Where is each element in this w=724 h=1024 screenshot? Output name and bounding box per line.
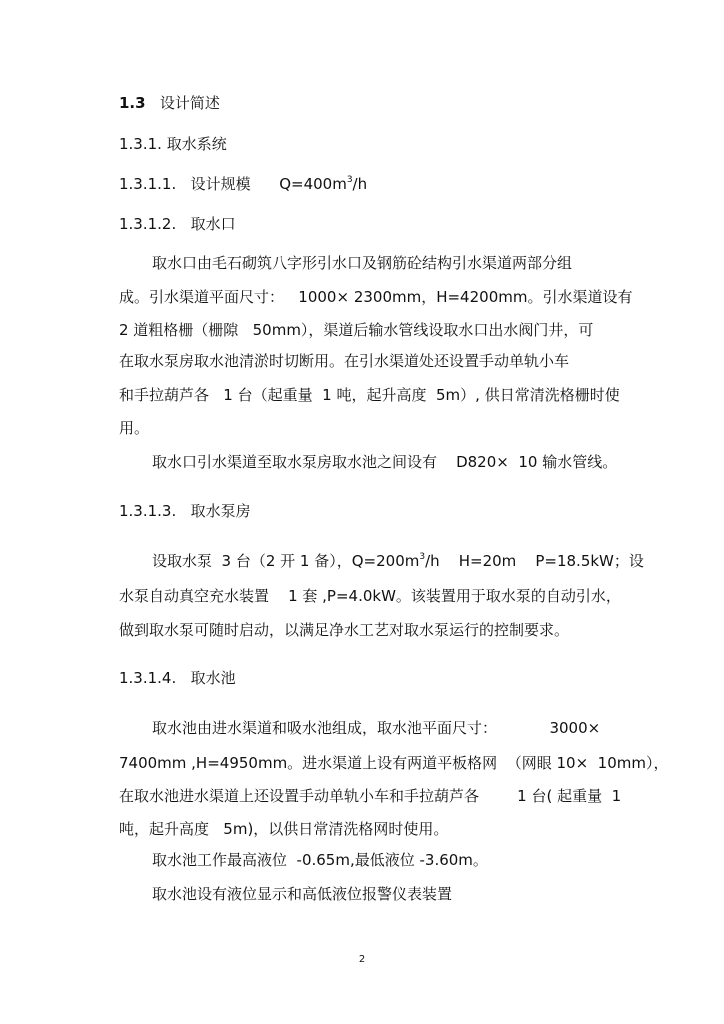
- paragraph-line: 在取水泵房取水池清淤时切断用。在引水渠道处还设置手动单轨小车: [119, 352, 570, 370]
- subsection-number: 1.3.1.4.: [119, 669, 177, 687]
- paragraph-line: 水泵自动真空充水装置 1 套 ,P=4.0kW。该装置用于取水泵的自动引水，: [119, 587, 621, 605]
- paragraph-line: 吨，起升高度 5m)，以供日常清洗格网时使用。: [119, 820, 449, 838]
- subsection-number: 1.3.1.2.: [119, 215, 177, 233]
- design-flow-value: $Q=400m^3/h$: [279, 175, 368, 193]
- paragraph-line: 设取水泵 3 台（2 开 1 备），$Q=200m^3/h$ H=20m P=18.5kW；设: [152, 552, 644, 570]
- section-heading: [119, 93, 220, 113]
- page-number: 2: [358, 954, 366, 965]
- paragraph-line: 成。引水渠道平面尺寸： 1000× 2300mm，H=4200mm。引水渠道设有: [119, 288, 633, 306]
- subsection-title: 设计规模: [190, 175, 251, 193]
- subsection-title: 取水系统: [166, 135, 227, 153]
- paragraph-line: 取水池由进水渠道和吸水池组成，取水池平面尺寸： 3000×: [152, 719, 601, 737]
- paragraph-line: 在取水池进水渠道上还设置手动单轨小车和手拉葫芦各 1 台( 起重量 1: [119, 787, 622, 805]
- subsection-heading-1-3-1-3: [119, 501, 251, 521]
- paragraph-line: 做到取水泵可随时启动，以满足净水工艺对取水泵运行的控制要求。: [119, 621, 570, 639]
- paragraph-line: 用。: [119, 419, 150, 437]
- paragraph-line: 2 道粗格栅（栅隙 50mm），渠道后输水管线设取水口出水阀门井，可: [119, 321, 594, 339]
- paragraph-line: 取水口由毛石砌筑八字形引水口及钢筋砼结构引水渠道两部分组: [152, 254, 573, 272]
- paragraph-line: 取水口引水渠道至取水泵房取水池之间设有 D820× 10 输水管线。: [152, 453, 618, 471]
- section-title: 设计简述: [159, 94, 220, 112]
- subsection-number: 1.3.1.1.: [119, 175, 177, 193]
- section-number: 1.3: [119, 94, 146, 112]
- subsection-heading-1-3-1: [119, 134, 227, 154]
- paragraph-line: 取水池设有液位显示和高低液位报警仪表装置: [152, 885, 453, 903]
- subsection-title: 取水口: [190, 215, 236, 233]
- subsection-number: 1.3.1.: [119, 135, 162, 153]
- subsection-title: 取水泵房: [190, 502, 251, 520]
- subsection-title: 取水池: [190, 669, 236, 687]
- subsection-heading-1-3-1-4: [119, 668, 236, 688]
- paragraph-line: 和手拉葫芦各 1 台（起重量 1 吨，起升高度 5m）, 供日常清洗格栅时使: [119, 386, 620, 404]
- subsection-number: 1.3.1.3.: [119, 502, 177, 520]
- paragraph-line: 7400mm ,H=4950mm。进水渠道上设有两道平板格网 （网眼 10× 10mm），: [119, 754, 669, 772]
- subsection-heading-1-3-1-1: [119, 174, 367, 194]
- paragraph-line: 取水池工作最高液位 -0.65m,最低液位 -3.60m。: [152, 851, 488, 869]
- subsection-heading-1-3-1-2: [119, 214, 236, 234]
